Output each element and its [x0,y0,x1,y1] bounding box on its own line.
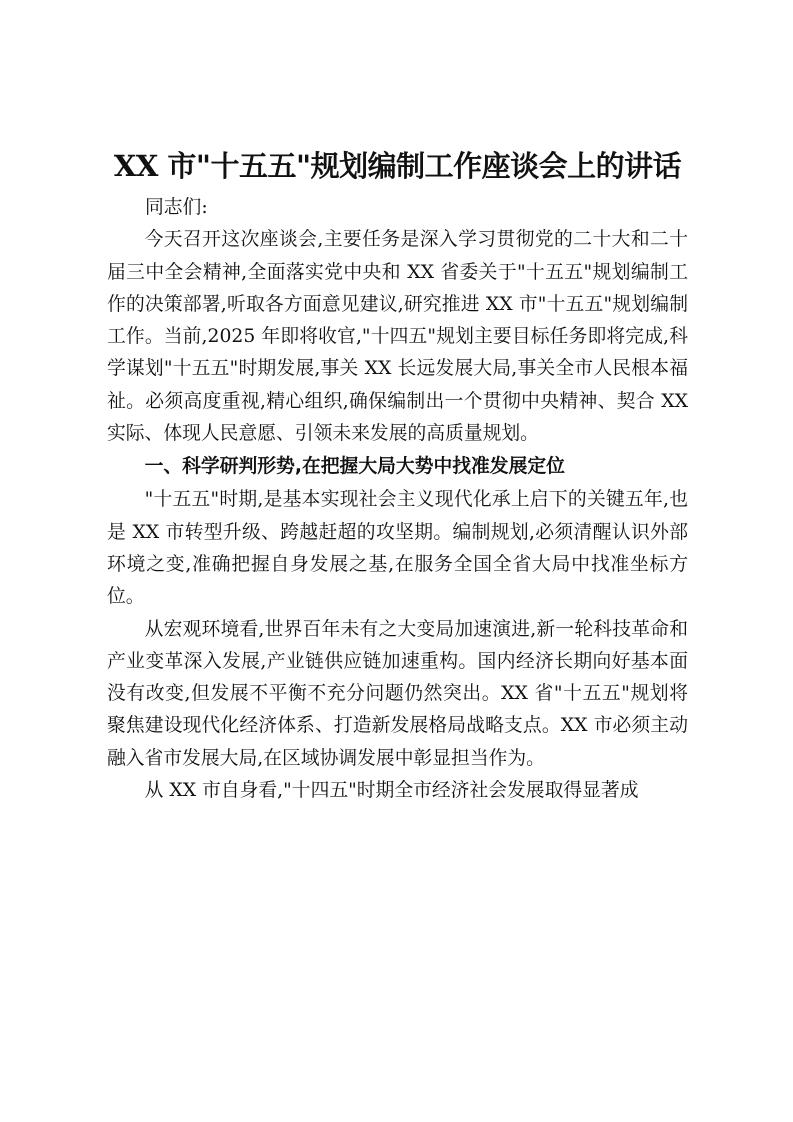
speech-title: XX 市"十五五"规划编制工作座谈会上的讲话 [113,149,682,183]
section1-paragraph-2: 从宏观环境看,世界百年未有之大变局加速演进,新一轮科技革命和产业变革深入发展,产业链供应链加速重构。国内经济长期向好基本面没有改变,但发展不平衡不充分问题仍然突出。XX 省"十五五"规划将聚焦建设现代化经济体系、打造新发展格局战略支点。XX 市必须主动融入省市发展大局,在区域协调发展中彰显担当作为。 [107,618,688,769]
intro-paragraph: 今天召开这次座谈会,主要任务是深入学习贯彻党的二十大和二十届三中全会精神,全面落实党中央和 XX 省委关于"十五五"规划编制工作的决策部署,听取各方面意见建议,研究推进 XX 市"十五五"规划编制工作。当前,2025 年即将收官,"十四五"规划主要目标任务即将完成,科学谋划"十五五"时期发展,事关 XX 长远发展大局,事关全市人民根本福祉。必须高度重视,精心组织,确保编制出一个贯彻中央精神、契合 XX 实际、体现人民意愿、引领未来发展的高质量规划。 [107,229,688,445]
section1-paragraph-3: 从 XX 市自身看,"十四五"时期全市经济社会发展取得显著成 [144,780,639,802]
greeting: 同志们: [145,197,208,218]
document-body [107,140,688,807]
section-heading-1: 一、科学研判形势,在把握大局大势中找准发展定位 [144,456,565,478]
section1-paragraph-1: "十五五"时期,是基本实现社会主义现代化承上启下的关键五年,也是 XX 市转型升级、跨越赶超的攻坚期。编制规划,必须清醒认识外部环境之变,准确把握自身发展之基,在服务全国全省大局中找准坐标方位。 [107,489,688,608]
